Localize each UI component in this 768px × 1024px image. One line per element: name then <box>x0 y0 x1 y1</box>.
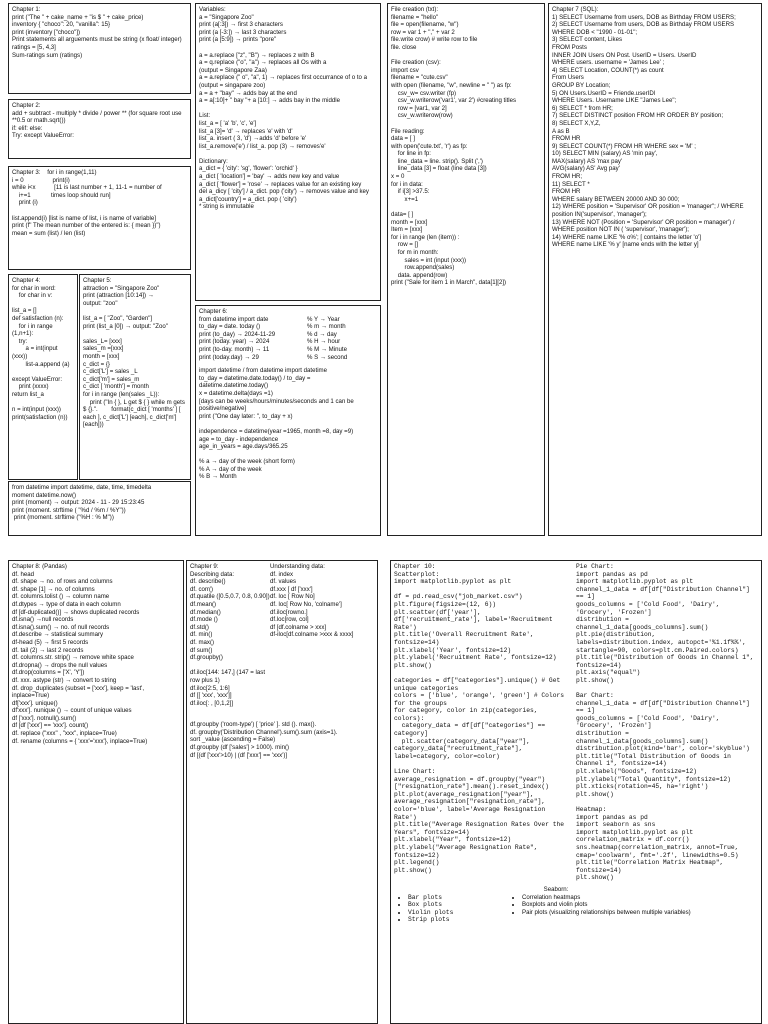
chapter-9-box <box>186 560 378 1024</box>
seaborn-title: Seaborn: <box>543 885 569 893</box>
chapter-5-text: Chapter 5: attraction = "Singapore Zoo" print (attraction [10:14]) → output: "zoo" list_a = [ "Zoo", "Garden"] print (list_a [0]) → output: "Zoo" sales_L= [xxx] sales_m =[xxx] month = [xxx] c_dict = {} c_dict['L'] = sales _L c_dict['m'] = sales_m c_dict [ 'month'] = month for i in range (len(sales _L)): print ("In { }, L get $ { } while m gets $ {}.". format(c_dict [ 'months' ] [ each ], c_dict['L'] [each], c_dict['m'] [each])) <box>83 277 185 429</box>
chapter-2-box <box>8 99 191 159</box>
chapter-10-right-code: Pie Chart: import pandas as pd import matplotlib.pyplot as plt channel_1_data = df[df["Distribution Channel"] == 1] goods_columns = ['Cold Food', 'Dairy', 'Grocery', 'Frozen'] distribution = channel_1_data[goods_columns].sum() plt.pie(distribution, labels=distribution.index, autopct='%1.1f%%', startangle=90, colors=plt.cm.Paired.colors) plt.title("Distribution of Goods in Channel 1", fontsize=14) plt.axis("equal") plt.show() Bar Chart: channel_1_data = df[df["Distribution Channel"] == 1] goods_columns = ['Cold Food', 'Dairy', 'Grocery', 'Frozen'] distribution = channel_1_data[goods_columns].sum() distribution.plot(kind='bar', color='skyblue') plt.title("Total Distribution of Goods in Channel 1", fontsize=14) plt.xlabel("Goods", fontsize=12) plt.ylabel("Total Quantity", fontsize=12) plt.xticks(rotation=45, ha='right') plt.show() Heatmap: import pandas as pd import seaborn as sns import matplotlib.pyplot as plt correlation_matrix = df.corr() sns.heatmap(correlation_matrix, annot=True, cmap='coolwarm', fmt='.2f', linewidths=0.5) plt.title("Correlation Matrix Heatmap", fontsize=14) plt.show() <box>576 563 754 882</box>
chapter-6-format-codes: % Y → Year % m → month % d → day % H → hour % M → Minute % S → second <box>307 315 348 361</box>
chapter-9-understanding: Understanding data: df. index df. values df.xxx [ df ['xxx'] df. loc [ Row No] df. loc[ Row No, 'colname'] df.iloc[rowno.] df.loc[row, col] df [df.colname > xxx] df-iloc[df.colname >xxx & xxxx] <box>270 563 354 639</box>
chapter-2-text: Chapter 2: add + subtract - multiply * divide / power ** (for square root use **0.5 or math.sqrt()) if: elif: else: Try: except ValueError: <box>12 102 182 140</box>
seaborn-section <box>394 886 758 924</box>
chapter-10-box <box>390 560 762 1024</box>
files-text: File creation (txt): filename = "hello" file = open(filename, "w") row = var 1 + "," + var 2 file.write crow) # write row to file file. close File creation (csv): import csv filename = "cute.csv" with open (filename, "w", newline = " ") as fp: csv_w= csv.writer (fp) csv_w.writerow('var1', var 2') #creating titles row = [var1, var 2] csv_w.writerow(row) File reading: data = [ ] with open('cute.txt', 'r') as fp: for line in fp: line_data = line. strip(). Split (',') line_data [3] = float (line data [3]) x = 0 for i in data: if i[3] >37.5: x+=1 data= [ ] month = [xxx] Item = [xxx] for i in range (len (item)) : row = [] for m in month: sales = int (input (xxx)) row.append(sales) data. append(row) print ("Sale for item 1 in March", data[1][2]) <box>391 6 517 287</box>
pandas-box <box>8 560 184 1024</box>
list-item: • Box plots <box>408 901 508 909</box>
sql-text: Chapter 7 (SQL): 1) SELECT Username from users, DOB as Birthday FROM USERS; 2) SELECT Username from users, DOB as Birthday FROM USERS WHERE DOB < "1990 - 01-01"; 3) SELECT content, Likes FROM Posts INNER JOIN Users ON Post. UserID = Users. UserID WHERE users. username = 'James Lee' ; 4) SELECT Location, COUNT(*) as count From Users GROUP BY Location; 5) ON Users.UserID = Friende.userIDl WHERE Users. Username LIKE "James Lee"; 6) SELECT * from HR; 7) SELECT DISTINCT position FROM HR ORDER BY position; 8) SELECT X,Y,Z, A as B FROM HR 9) SELECT COUNT(*) FROM HR WHERE sex = 'M' ; 10) SELECT MIN (salary) AS 'min pay', MAX(salary) AS 'max pay' AVG(salary) AS' Avg pay' FROM HR; 11) SELECT * FROM HR WHERE salary BETWEEN 20000 AND 30 000; 12) WHERE position = 'Supervisor' OR position = 'manager"; / WHERE position IN('supervisor', 'manager'); 13) WHERE NOT (Position = 'Supervisor' OR position = manager') / WHERE position NOT IN ( 'supervisor', 'manager'); 14) WHERE name LIKE '% o%'; [ contains the letter 'o'] WHERE name LIKE '% y' [name ends with the letter y] <box>552 6 744 249</box>
chapter-9-describing: Chapter 9: Describing data: df. describe() df. corr() df.quatile ([0.5,0.7, 0.8, 0.90]) df.mean() df.median() df.mode () df.std() df. min() df. max() df sum() df.groupby() df.iloc[144: 147,] (147 = last row plus 1) df.iloc[2:5, 1:6] df [[ 'xxx', 'xxx']] df.iloc[: , [0,1,2]] <box>190 563 270 707</box>
chapter-5-box <box>79 274 191 480</box>
list-item: • Violin plots <box>408 909 508 917</box>
chapter-3-text: Chapter 3: for i in range(1,11) i = 0 print(i) while i<x [11 is last number + 1, 11-1 = number of i+=1 times loop should run] print (i) list.append(i) [list is name of list, i is name of variable] print (f" The mean number of the entered is: { mean })") mean = sum (list) / len (list) <box>12 169 162 237</box>
list-item: • Boxplots and violin plots <box>522 901 692 909</box>
list-item: • Correlation heatmaps <box>522 894 692 902</box>
chapter-6-heading: Chapter 6: <box>199 308 228 315</box>
list-item: • Pair plots (visualizing relationships between multiple variables) <box>522 909 692 917</box>
chapter-6-rest: import datetime / from datetime import datetime to_day = datetime.date.today() / to_day = datetime.datetime.today() x = datetime.delta(days =1) [days can be weeks/hours/minutes/seconds and 1 can be positive/negative] print ("One day later: ", to_day + x) independence = datetime(year =1965, month =8, day =9) age = to_day - independence age_in_years = age.days/365.25 % a → day of the week (short form) % A → day of the week % B → Month <box>199 367 354 481</box>
variables-text: Variables: a = "Singapore Zoo" print (a[:3]) → first 3 characters print (a [-3:]) → last 3 characters print (a [5:9]) → prints "pore" a = a.replace ["z", "B") → replaces z with B a = q.replace ("o", "a") → replaces all Os with a (output = Singapore Zaa) a = a.replace (" o", "a", 1) → replaces first occurrance of o to a (output = singapare zoo) a = a + "bay" → adds bay at the end a = a[:10]+ " bay "+ a [10:] → adds bay in the middle List: list_a = [ 'a' 'b', 'c', 'e'] list_a [3]= 'd' → replaces 'e' with 'd' list_a. insert ( 3, 'd') →adds 'd' before 'e' list_a.remove('e') / list_a. pop (3) → removes'e' Dictionary: a_dict = { 'city': 'sg', 'flower': 'orchid' } a_dict [ 'location'] = 'bay' → adds new key and value a_dict [ 'flower'] = 'rose' → replaces value for an existing key del a_dicy [ 'city'] / a_dict. pop ('city') → removes value and key a_dict['country'] = a_dict. pop ( 'city') * string is immutable <box>199 6 369 211</box>
seaborn-uses <box>508 894 692 924</box>
chapter-4-text: Chapter 4: for char in word: for char in v: list_a = [] def satisfaction (n): for i in range (1,n+1): try: a = int(input (xxx)) list-a.append (a) except ValueError: print (xxxx) return list_a n = int(input (xxx)) print(satisfaction (n)) <box>12 277 70 421</box>
chapter-6-box <box>195 305 381 536</box>
chapter-4-box <box>8 274 78 480</box>
chapter-9-groupby: df.groupby ('room-type') [ 'price' ]. std (). max(). df. groupby('Distribution Channel').sum().sum (axis=1). sort _value (ascending = False) df.groupby (df ['sales'] > 1000). min() df [(df ['xxx'>10) | (df ['xxx'] == 'xxx')] <box>190 721 338 759</box>
list-item: • Strip plots <box>408 916 508 924</box>
seaborn-plot-types <box>394 894 508 924</box>
list-item: • Bar plots <box>408 894 508 902</box>
datetime-text: from datetime import datetime, date, time, timedelta moment datetime.now() print (moment) → output: 2024 - 11 - 29 15:23:45 print (moment. strftime ( "%d / %m / %Y")) print (moment. strftime ("%H : % M")) <box>12 484 152 522</box>
chapter-3-box <box>8 166 191 270</box>
files-box <box>387 3 545 536</box>
variables-box <box>195 3 381 301</box>
chapter-1-box <box>8 3 191 94</box>
datetime-box <box>8 481 191 536</box>
chapter-10-left-code: Chapter 10: Scatterplot: import matplotlib.pyplot as plt df = pd.read_csv("job_market.csv") plt.figure(figsize=(12, 6)) plt.scatter(df['year'], df['recruitment_rate'], label='Recruitment Rate') plt.title('Overall Recruitment Rate', fontsize=14) plt.xlabel('Year', fontsize=12) plt.ylabel('Recruitment Rate', fontsize=12) plt.show() categories = df["categories"].unique() # Get unique categories colors = ['blue', 'orange', 'green'] # Colors for the groups for category, color in zip(categories, colors): category_data = df[df["categories"] == category] plt.scatter(category_data["year"], category_data["recruitment_rate"], label=category, color=color) Line Chart: average_resignation = df.groupby("year")["resignation_rate"].mean().reset_index() plt.plot(average_resignation["year"], average_resignation["resignation_rate"], color='blue', label='Average Resignation Rate') plt.title("Average Resignation Rates Over the Years", fontsize=14) plt.xlabel("Year", fontsize=12) plt.ylabel("Average Resignation Rate", fontsize=12) plt.legend() plt.show() <box>394 563 565 874</box>
sql-box <box>548 3 762 536</box>
chapter-6-date-lines: from datetime import date to_day = date. today () print (to_day) → 2024-11-29 print (today. year) → 2024 print (to-day. month) → 11 print (today.day) → 29 <box>199 315 276 361</box>
pandas-text: Chapter 8: (Pandas) df. head df. shape → no. of rows and columns df. shape [1] → no. of columns df. columns.tolist () → column name df.dtypes → type of data in each column df [df-duplicated()] → shows duplicated records df.isna() →null records df.isna().sum() → no. of null records df.describe → statistical summary df-head (5) → first 5 records df. tail (2) → last 2 records df. columns.str. strip() → remove white space df.dropna() → drops the null values df.drop(columns = ['X', 'Y']) df. xxx. astype (str) → convert to string df. drop_duplicates (subset = ['xxx'], keep = 'last', inplace=True) df['xxx']. unique() df'xxx']. nunique () → count of unique values df ['xxx']. notnull().sum() df [df ['xxx'] == 'xxx']. count() df. replace ("xxx" , "xxx", inplace=True) df. rename (columns = { 'xxx'='xxx'}, inplace=True) <box>12 563 148 745</box>
chapter-1-text: Chapter 1: print ("The " + cake_name + "is $ " + cake_price) inventory { "choco": 20, "vanilla": 15} print (inventory ["choco"]) Print statements all arguements must be string (x float/ integer) ratings = [5, 4,3] Sum-ratings sum (ratings) <box>12 6 182 59</box>
